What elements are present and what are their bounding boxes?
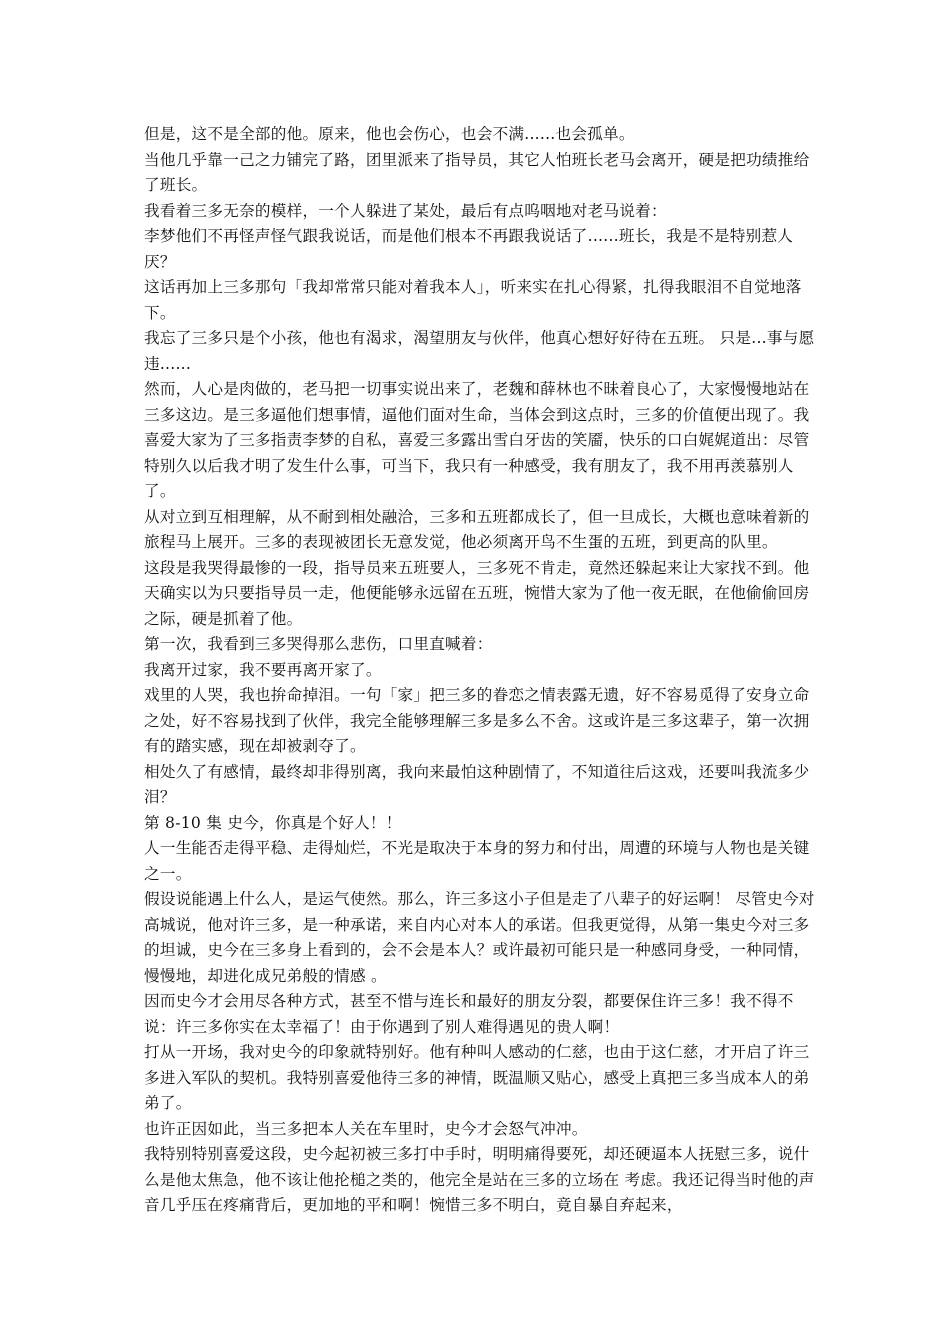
paragraph: 戏里的人哭，我也拚命掉泪。一句「家」把三多的眷恋之情表露无遗，好不容易觅得了安身立命之处，好不容易找到了伙伴，我完全能够理解三多是多么不舍。这或许是三多这辈子，第一次拥有的踏实感，现在却被剥夺了。 <box>144 686 810 755</box>
paragraph: 我忘了三多只是个小孩，他也有渴求，渴望朋友与伙伴，他真心想好好待在五班。 只是...事与愿违...... <box>144 329 815 373</box>
paragraph: 假设说能遇上什么人，是运气使然。那么，许三多这小子但是走了八辈子的好运啊！ 尽管史今对高城说，他对许三多，是一种承诺，来自内心对本人的承诺。但我更觉得，从第一集史今对三多的坦诚，史今在三多身上看到的，会不会是本人？或许最初可能只是一种感同身受，一种同情，慢慢地，却进化成兄弟般的情感 。 <box>144 890 815 985</box>
paragraph: 当他几乎靠一己之力铺完了路，团里派来了指导员，其它人怕班长老马会离开，硬是把功绩推给了班长。 <box>144 150 810 194</box>
paragraph: 然而，人心是肉做的，老马把一切事实说出来了，老魏和薛林也不昧着良心了，大家慢慢地站在三多这边。是三多逼他们想事情，逼他们面对生命，当体会到这点时，三多的价值便出现了。我喜爱大家为了三多指责李梦的自私，喜爱三多露出雪白牙齿的笑靥，快乐的口白娓娓道出：尽管特别久以后我才明了发生什么事，可当下，我只有一种感受，我有朋友了，我不用再羡慕别人了。 <box>144 380 810 500</box>
paragraph: 我特别特别喜爱这段，史今起初被三多打中手时，明明痛得要死，却还硬逼本人抚慰三多，说什么是他太焦急，他不该让他抡槌之类的，他完全是站在三多的立场在 考虑。我还记得当时他的声音几乎压在疼痛背后，更加地的平和啊！惋惜三多不明白，竟自暴自弃起来， <box>144 1145 815 1214</box>
paragraph: 我离开过家，我不要再离开家了。 <box>144 660 382 679</box>
paragraph: 我看着三多无奈的模样，一个人躲进了某处，最后有点呜咽地对老马说着： <box>144 201 667 220</box>
paragraph: 李梦他们不再怪声怪气跟我说话，而是他们根本不再跟我说话了......班长，我是不是特别惹人厌？ <box>144 227 794 271</box>
paragraph: 第一次，我看到三多哭得那么悲伤，口里直喊着： <box>144 635 493 653</box>
paragraph: 打从一开场，我对史今的印象就特别好。他有种叫人感动的仁慈，也由于这仁慈，才开启了许三多进入军队的契机。我特别喜爱他待三多的神情，既温顺又贴心，感受上真把三多当成本人的弟弟了。 <box>144 1043 810 1112</box>
paragraph: 也许正因如此，当三多把本人关在车里时，史今才会怒气冲冲。 <box>144 1119 588 1138</box>
paragraph: 从对立到互相理解，从不耐到相处融洽，三多和五班都成长了，但一旦成长，大概也意味着新的旅程马上展开。三多的表现被团长无意发觉，他必须离开鸟不生蛋的五班，到更高的队里。 <box>144 507 810 551</box>
paragraph: 因而史今才会用尽各种方式，甚至不惜与连长和最好的朋友分裂，都要保住许三多！我不得不说：许三多你实在太幸福了！由于你遇到了别人难得遇见的贵人啊！ <box>144 992 794 1036</box>
paragraph: 但是，这不是全部的他。原来，他也会伤心，也会不满......也会孤单。 <box>144 125 635 143</box>
paragraph: 人一生能否走得平稳、走得灿烂，不光是取决于本身的努力和付出，周遭的环境与人物也是关键之一。 <box>144 839 810 883</box>
paragraph: 这段是我哭得最惨的一段，指导员来五班要人，三多死不肯走，竟然还躲起来让大家找不到。他天确实以为只要指导员一走，他便能够永远留在五班，惋惜大家为了他一夜无眠，在他偷偷回房之际，硬是抓着了他。 <box>144 558 810 628</box>
paragraph: 这话再加上三多那句「我却常常只能对着我本人」，听来实在扎心得紧，扎得我眼泪不自觉地落下。 <box>144 278 802 322</box>
section-heading: 第 8-10 集 史今，你真是个好人！！ <box>144 813 402 832</box>
paragraph: 相处久了有感情，最终却非得别离，我向来最怕这种剧情了，不知道往后这戏，还要叫我流多少泪？ <box>144 762 810 806</box>
document-body <box>144 122 820 1219</box>
